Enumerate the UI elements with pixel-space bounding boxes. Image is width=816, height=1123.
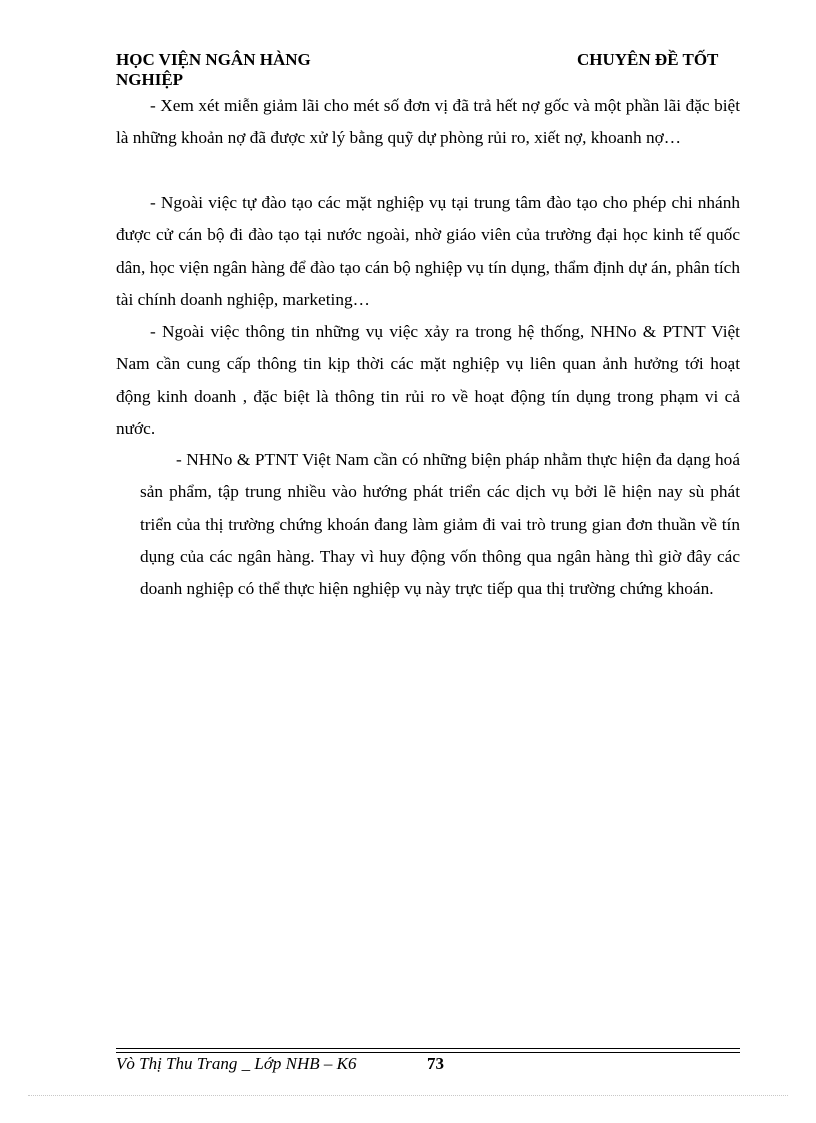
footer-divider <box>116 1048 740 1053</box>
paragraph-product-diversification: - NHNo & PTNT Việt Nam cần có những biện pháp nhằm thực hiện đa dạng hoá sản phẩm, tập trung nhiều vào hướng phát triển các dịch vụ bởi lẽ hiện nay sù phát triển của thị trường chứng khoán đang làm giảm đi vai trò trung gian đơn thuần về tín dụng của các ngân hàng. Thay vì huy động vốn thông qua ngân hàng thì giờ đây các doanh nghiệp có thể thực hiện nghiệp vụ này trực tiếp qua thị trường chứng khoán. <box>140 450 740 599</box>
header-institution: HỌC VIỆN NGÂN HÀNG NGHIỆP <box>116 50 311 89</box>
page-number: 73 <box>427 1054 444 1073</box>
header-document-type: CHUYÊN ĐỀ TỐT <box>577 50 719 69</box>
page-edge-dotted-line <box>28 1095 788 1096</box>
footer-author: Vò Thị Thu Trang _ Lớp NHB – K6 <box>116 1054 357 1073</box>
paragraph-staff-training: - Ngoài việc tự đào tạo các mặt nghiệp vụ tại trung tâm đào tạo cho phép chi nhánh được cử cán bộ đi đào tạo tại nước ngoài, nhờ giáo viên của trường đại học kinh tế quốc dân, học viện ngân hàng để đào tạo cán bộ nghiệp vụ tín dụng, thẩm định dự án, phân tích tài chính doanh nghiệp, marketing… <box>116 193 740 309</box>
paragraph-interest-waiver: - Xem xét miễn giảm lãi cho mét số đơn vị đã trả hết nợ gốc và một phần lãi đặc biệt là những khoản nợ đã được xử lý bằng quỹ dự phòng rủi ro, xiết nợ, khoanh nợ… <box>116 96 740 148</box>
paragraph-information-sharing: - Ngoài việc thông tin những vụ việc xảy ra trong hệ thống, NHNo & PTNT Việt Nam cần cung cấp thông tin kịp thời các mặt nghiệp vụ liên quan ảnh hưởng tới hoạt động kinh doanh , đặc biệt là thông tin rủi ro về hoạt động tín dụng trong phạm vi cả nước. <box>116 322 740 438</box>
